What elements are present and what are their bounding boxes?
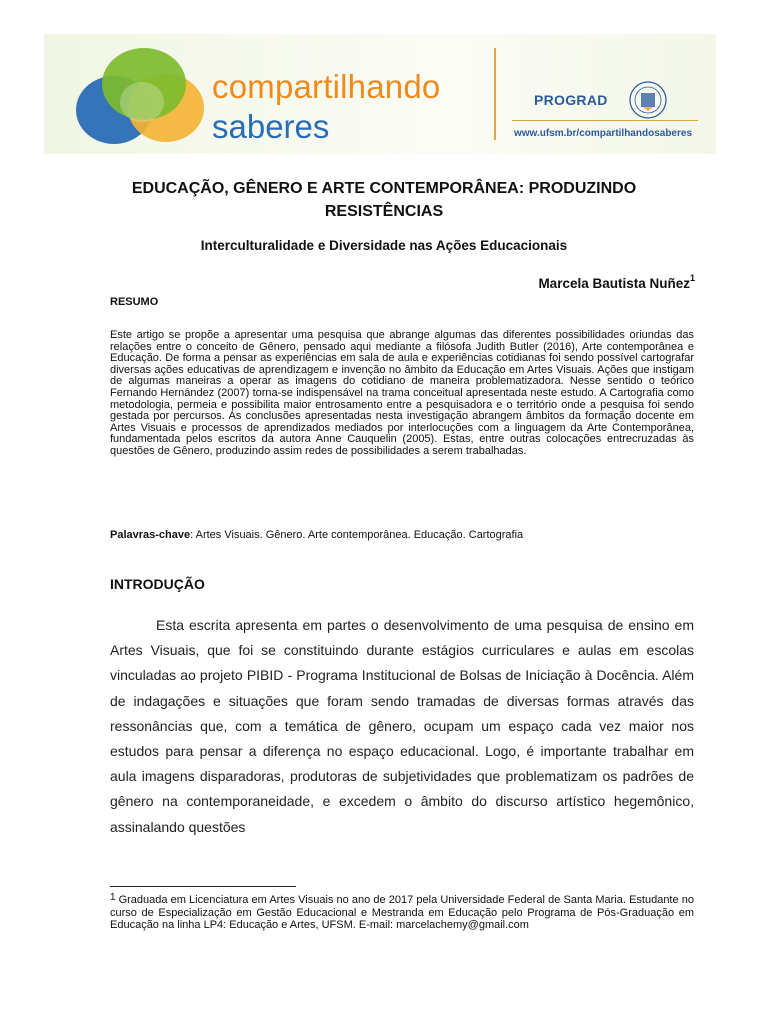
header-rule bbox=[512, 120, 698, 121]
university-seal-icon bbox=[624, 80, 672, 120]
brand-name-line2: saberes bbox=[212, 108, 330, 145]
footnote-mark: 1 bbox=[110, 892, 116, 903]
abstract-text: Este artigo se propõe a apresentar uma pesquisa que abrange algumas das diferentes possibilidades oriundas das relações entre o conceito de Gênero, pensado aqui mediante a filósofa Judith Butler (2016), Arte contemporânea e Educação. De forma a pensar as experiências em sala de aula e experiências cotidianas foi sendo possível cartografar diversas ações educativas de aprendizagem e invenção no âmbito da Educação em Artes Visuais. Ações que instigam de algumas maneiras a operar as imagens do cotidiano de maneira problematizadora. Nesse sentido o teórico Fernando Hernández (2007) torna-se indispensável na trama conceitual apresentada neste estudo. A Cartografia como metodologia, permeia e possibilita maior entrosamento entre a pesquisadora e o território onde a pesquisa foi sendo gestada por percursos. As conclusões apresentadas nesta investigação abrangem âmbitos da formação docente em Artes Visuais e processos de aprendizados mediados por interlocuções com a linguagem da Arte Contemporânea, fundamentada pelos escritos da autora Anne Cauquelin (2005). Estas, entre outras colocações entrecruzadas às questões de Gênero, produzindo assim redes de possibilidades a serem trabalhadas. bbox=[110, 329, 694, 457]
header-url[interactable]: www.ufsm.br/compartilhandosaberes bbox=[514, 128, 693, 139]
keywords-line bbox=[110, 529, 700, 541]
footnote-ref-mark[interactable]: 1 bbox=[689, 273, 695, 283]
keywords-text: : Artes Visuais. Gênero. Arte contemporânea. Educação. Cartografia bbox=[190, 529, 524, 541]
brand-name-line1: compartilhando bbox=[212, 68, 441, 105]
abstract-heading: RESUMO bbox=[110, 296, 159, 308]
footnote-separator bbox=[110, 886, 296, 887]
author-name bbox=[538, 273, 695, 291]
keywords-label: Palavras-chave bbox=[110, 529, 191, 541]
overlapping-circles-logo bbox=[72, 44, 212, 148]
header-divider bbox=[494, 48, 496, 140]
paper-subtitle: Interculturalidade e Diversidade nas Ações Educacionais bbox=[200, 238, 568, 253]
author-name-text: Marcela Bautista Nuñez bbox=[538, 276, 690, 291]
partner-logo-text: PROGRAD bbox=[534, 92, 608, 108]
introduction-text: Esta escrita apresenta em partes o desenvolvimento de uma pesquisa de ensino em Artes Visuais, que foi se constituindo durante estágios curriculares e aulas em escolas vinculadas ao projeto PIBID - Programa Institucional de Bolsas de Iniciação à Docência. Além de indagações e situações que foram sendo tramadas de diversas formas através das ressonâncias que, com a temática de gênero, ocupam um espaço cada vez maior nos estudos para pensar a diferença no espaço educacional. Logo, é importante trabalhar em aula imagens disparadoras, produtoras de subjetividades que problematizam os padrões de gênero na contemporaneidade, e excedem o âmbito do discurso artístico hegemônico, assinalando questões bbox=[110, 617, 694, 835]
header-banner bbox=[44, 34, 716, 154]
introduction-heading: INTRODUÇÃO bbox=[110, 576, 205, 592]
footnote bbox=[110, 894, 694, 932]
footnote-text: Graduada em Licenciatura em Artes Visuais no ano de 2017 pela Universidade Federal de Santa Maria. Estudante no curso de Especialização em Gestão Educacional e Mestranda em Educação pelo Programa de Pós-Graduação em Educação na linha LP4: Educação e Artes, UFSM. E-mail: marcelachemy@gmail.com bbox=[110, 894, 694, 932]
paper-title: EDUCAÇÃO, GÊNERO E ARTE CONTEMPORÂNEA: PRODUZINDO RESISTÊNCIAS bbox=[131, 180, 637, 220]
